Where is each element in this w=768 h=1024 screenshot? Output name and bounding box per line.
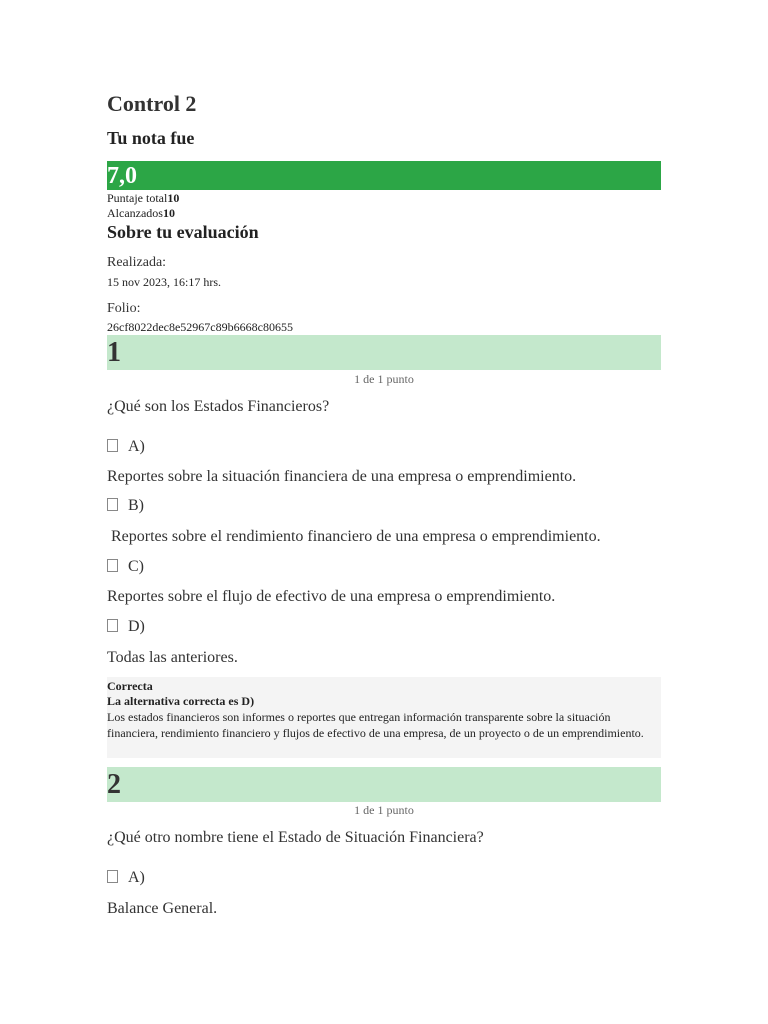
option-label: D) [128, 618, 145, 635]
folio-value: 26cf8022dec8e52967c89b6668c80655 [107, 320, 293, 334]
score-total-label: Puntaje total [107, 191, 168, 205]
option-label: B) [128, 497, 144, 514]
page-title: Control 2 [107, 91, 197, 116]
option-d[interactable] [107, 618, 145, 636]
option-text: Reportes sobre el rendimiento financiero de una empresa o emprendimiento. [107, 528, 601, 545]
question-text: ¿Qué son los Estados Financieros? [107, 398, 330, 415]
grade-bar [107, 161, 661, 190]
done-value: 15 nov 2023, 16:17 hrs. [107, 275, 221, 289]
checkbox-icon[interactable] [107, 870, 118, 883]
question-text: ¿Qué otro nombre tiene el Estado de Situación Financiera? [107, 829, 484, 846]
feedback-explanation: Los estados financieros son informes o reportes que entregan información transparente sobre la situación financiera, rendimiento financiero y flujos de efectivo de una empresa, de un proyecto o de un emprendimiento. [107, 710, 644, 740]
option-a[interactable] [107, 869, 145, 887]
question-header [107, 335, 661, 370]
option-a[interactable] [107, 438, 145, 456]
checkbox-icon[interactable] [107, 439, 118, 452]
option-text: Reportes sobre el flujo de efectivo de una empresa o emprendimiento. [107, 588, 556, 605]
evaluation-heading: Sobre tu evaluación [107, 222, 259, 242]
checkbox-icon[interactable] [107, 559, 118, 572]
score-reached-label: Alcanzados [107, 206, 163, 220]
folio-label: Folio: [107, 301, 141, 316]
feedback-box [107, 677, 661, 758]
option-label: A) [128, 438, 145, 455]
checkbox-icon[interactable] [107, 498, 118, 511]
grade-value: 7,0 [107, 163, 137, 189]
feedback-correct-answer: La alternativa correcta es D) [107, 694, 255, 708]
question-header [107, 767, 661, 802]
score-reached-value: 10 [162, 206, 175, 220]
grade-heading: Tu nota fue [107, 128, 195, 148]
feedback-status: Correcta [107, 679, 153, 693]
done-label: Realizada: [107, 255, 167, 270]
option-text: Todas las anteriores. [107, 649, 238, 666]
option-label: C) [128, 558, 144, 575]
score-reached [107, 206, 175, 221]
option-text: Balance General. [107, 900, 218, 917]
score-total-value: 10 [167, 191, 180, 205]
option-b[interactable] [107, 497, 144, 515]
option-label: A) [128, 869, 145, 886]
question-number: 2 [107, 769, 121, 800]
score-total [107, 191, 179, 206]
question-points: 1 de 1 punto [354, 803, 414, 817]
option-c[interactable] [107, 558, 144, 576]
option-text: Reportes sobre la situación financiera de una empresa o emprendimiento. [107, 468, 577, 485]
question-number: 1 [107, 337, 121, 368]
checkbox-icon[interactable] [107, 619, 118, 632]
question-points: 1 de 1 punto [354, 372, 414, 386]
